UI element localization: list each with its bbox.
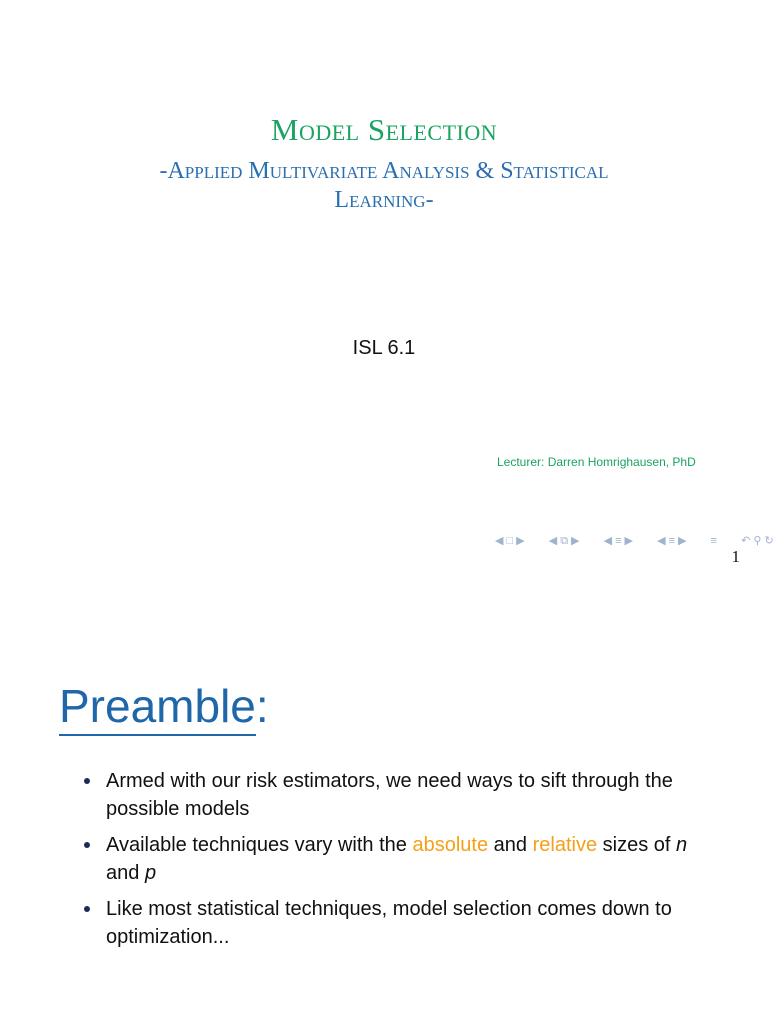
nav-forward-icon[interactable]: ↻ (764, 535, 774, 547)
bullet-text: Armed with our risk estimators, we need ways to sift through the possible models (106, 770, 673, 820)
nav-next-subsection-icon[interactable]: ▶ (571, 535, 580, 547)
bullet-text-mid: and (488, 834, 533, 856)
nav-next-frame-icon[interactable]: ▶ (516, 535, 525, 547)
nav-search-icon[interactable]: ⚲ (753, 535, 762, 547)
nav-prev-section-icon[interactable]: ◀ (603, 535, 613, 547)
preamble-slide (0, 580, 768, 1024)
nav-subsection-icon[interactable]: ⧉ (560, 535, 569, 547)
nav-back-icon[interactable]: ↶ (741, 535, 751, 547)
subtitle-line-1: -Applied Multivariate Analysis & Statistical (159, 158, 609, 184)
list-item (84, 767, 724, 823)
nav-align-icon[interactable]: ≡ (710, 535, 718, 547)
subtitle-line-2: Learning- (334, 187, 434, 213)
presentation-title: Model Selection (270, 112, 498, 147)
bullet-icon (84, 778, 90, 784)
bullet-list (84, 767, 724, 959)
nav-next-section2-icon[interactable]: ▶ (678, 535, 687, 547)
beamer-navigation-bar (495, 534, 777, 548)
bullet-text-and: and (106, 862, 145, 884)
bullet-text-pre: Available techniques vary with the (106, 834, 413, 856)
list-item (84, 831, 724, 887)
slide-heading-word: Preamble (59, 678, 256, 736)
nav-next-section-icon[interactable]: ▶ (624, 535, 633, 547)
nav-section-icon[interactable]: ≡ (615, 535, 622, 547)
list-item (84, 895, 724, 951)
bullet-text: Like most statistical techniques, model selection comes down to optimization... (106, 898, 672, 948)
nav-prev-section2-icon[interactable]: ◀ (657, 535, 666, 547)
slide-heading (59, 678, 269, 736)
nav-section2-icon[interactable]: ≡ (668, 535, 676, 547)
variable-n: n (676, 834, 688, 856)
presentation-subtitle (84, 157, 684, 215)
reference-label: ISL 6.1 (352, 337, 416, 359)
highlight-absolute: absolute (412, 834, 489, 856)
lecturer-label: Lecturer: Darren Homrighausen, PhD (497, 455, 696, 469)
nav-prev-frame-icon[interactable]: ◀ (495, 535, 504, 547)
highlight-relative: relative (532, 834, 598, 856)
nav-frame-icon[interactable]: □ (506, 535, 514, 547)
bullet-text-post: sizes of (597, 834, 676, 856)
bullet-icon (84, 906, 90, 912)
page-number: 1 (731, 547, 740, 566)
variable-p: p (144, 862, 157, 884)
slide-heading-colon: : (255, 680, 269, 732)
nav-prev-subsection-icon[interactable]: ◀ (548, 535, 558, 547)
bullet-icon (84, 842, 90, 848)
